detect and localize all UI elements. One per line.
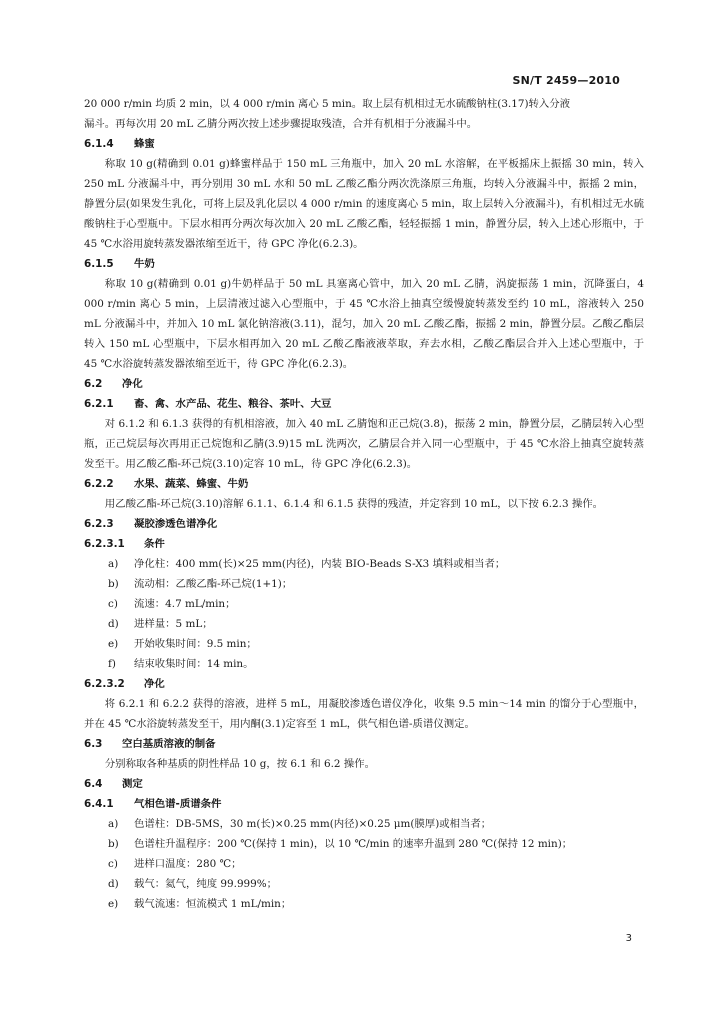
list-item-label: a)	[108, 558, 119, 570]
section-title: 气相色谱-质谱条件	[134, 798, 222, 810]
list-item-text: 净化柱：400 mm(长)×25 mm(内径)，内装 BIO-Beads S-X3 填料或相当者；	[134, 558, 506, 570]
list-item	[84, 594, 644, 614]
section-paragraph: 称取 10 g(精确到 0.01 g)牛奶样品于 50 mL 具塞离心管中，加入 20 mL 乙腈，涡旋振荡 1 min，沉降蛋白，4 000 r/min 离心 5 min，上层清液过滤入心型瓶中，于 45 ℃水浴上抽真空缓慢旋转蒸发至约 10 mL，溶液转入 250 mL 分液漏斗中，并加入 10 mL 氯化钠溶液(3.11)，混匀，加入 20 mL 乙酸乙酯，振摇 2 min，静置分层。乙酸乙酯层转入 150 mL 心型瓶中，下层水相再加入 20 mL 乙酸乙酯液液萃取，弃去水相，乙酸乙酯层合并入上述心型瓶中，于 45 ℃水浴旋转蒸发器浓缩至近干，待 GPC 净化(6.2.3)。	[84, 278, 644, 370]
section-paragraph: 用乙酸乙酯-环己烷(3.10)溶解 6.1.1、6.1.4 和 6.1.5 获得的残渣，并定容到 10 mL，以下按 6.2.3 操作。	[104, 498, 604, 510]
list-item-label: d)	[108, 878, 119, 890]
list-item-label: c)	[108, 858, 118, 870]
list-item-label: d)	[108, 618, 119, 630]
list-item-text: 开始收集时间：9.5 min；	[134, 638, 257, 650]
list-item-text: 流动相：乙酸乙酯-环己烷(1+1)；	[134, 578, 293, 590]
section-title: 水果、蔬菜、蜂蜜、牛奶	[134, 478, 249, 490]
section-title: 牛奶	[134, 258, 155, 270]
section-title: 蜂蜜	[134, 138, 155, 150]
list-item	[84, 634, 644, 654]
section-heading	[84, 514, 644, 534]
section-number: 6.4	[84, 778, 103, 790]
section-heading	[84, 394, 644, 414]
list-item-text: 进样量：5 mL；	[134, 618, 213, 630]
section-number: 6.1.4	[84, 138, 114, 150]
list-item-text: 载气流速：恒流模式 1 mL/min；	[134, 898, 292, 910]
section-title: 条件	[144, 538, 165, 550]
section-heading	[84, 534, 644, 554]
list-item-label: e)	[108, 638, 119, 650]
standard-code: SN/T 2459—2010	[512, 74, 620, 87]
section-number: 6.2.1	[84, 398, 114, 410]
list-item-label: b)	[108, 578, 119, 590]
list-item-text: 结束收集时间：14 min。	[134, 658, 254, 670]
section-number: 6.2.3.1	[84, 538, 125, 550]
list-item	[84, 554, 644, 574]
list-item-text: 色谱柱：DB-5MS，30 m(长)×0.25 mm(内径)×0.25 μm(膜厚)或相当者；	[134, 818, 492, 830]
list-item-label: f)	[108, 658, 116, 670]
list-item-label: c)	[108, 598, 118, 610]
list-item-label: a)	[108, 818, 119, 830]
paragraph-line: 漏斗。再每次用 20 mL 乙腈分两次按上述步骤提取残渣，合并有机相于分液漏斗中。	[84, 118, 478, 130]
section-paragraph: 分别称取各种基质的阴性样品 10 g，按 6.1 和 6.2 操作。	[104, 758, 375, 770]
list-item-label: e)	[108, 898, 119, 910]
section-number: 6.4.1	[84, 798, 114, 810]
section-title: 凝胶渗透色谱净化	[134, 518, 218, 530]
section-paragraph: 称取 10 g(精确到 0.01 g)蜂蜜样品于 150 mL 三角瓶中，加入 20 mL 水溶解，在平板摇床上振摇 30 min，转入 250 mL 分液漏斗中，再分别用 30 mL 水和 50 mL 乙酸乙酯分两次洗涤原三角瓶，均转入分液漏斗中，振摇 2 min，静置分层(如果发生乳化，可将上层及乳化层以 4 000 r/min 的速度离心 5 min，取上层转入分液漏斗)，有机相过无水硫酸钠柱于心型瓶中。下层水相再分两次每次加入 20 mL 乙酸乙酯，轻轻振摇 1 min，静置分层，转入上述心形瓶中，于 45 ℃水浴用旋转蒸发器浓缩至近干，待 GPC 净化(6.2.3)。	[84, 158, 644, 250]
section-paragraph: 将 6.2.1 和 6.2.2 获得的溶液，进样 5 mL，用凝胶渗透色谱仪净化，收集 9.5 min～14 min 的馏分于心型瓶中，并在 45 ℃水浴旋转蒸发至干，用内酮(3.1)定容至 1 mL，供气相色谱-质谱仪测定。	[84, 698, 644, 730]
section-heading	[84, 794, 644, 814]
section-number: 6.1.5	[84, 258, 114, 270]
section-title: 测定	[122, 778, 143, 790]
section-heading	[84, 774, 644, 794]
list-item	[84, 834, 644, 854]
section-number: 6.2.3	[84, 518, 114, 530]
list-item	[84, 814, 644, 834]
section-heading	[84, 674, 644, 694]
list-item	[84, 874, 644, 894]
section-heading	[84, 254, 644, 274]
list-item	[84, 614, 644, 634]
section-heading	[84, 734, 644, 754]
section-title: 畜、禽、水产品、花生、粮谷、茶叶、大豆	[134, 398, 332, 410]
list-item-text: 载气：氦气，纯度 99.999%；	[134, 878, 278, 890]
list-item-text: 色谱柱升温程序：200 ℃(保持 1 min)，以 10 ℃/min 的速率升温到 280 ℃(保持 12 min)；	[134, 838, 573, 850]
section-heading	[84, 474, 644, 494]
list-item	[84, 654, 644, 674]
page-number: 3	[625, 933, 632, 944]
paragraph-line: 20 000 r/min 均质 2 min，以 4 000 r/min 离心 5 min。取上层有机相过无水硫酸钠柱(3.17)转入分液	[84, 98, 571, 110]
list-item-text: 流速：4.7 mL/min；	[134, 598, 236, 610]
section-title: 净化	[144, 678, 165, 690]
section-heading	[84, 134, 644, 154]
section-paragraph: 对 6.1.2 和 6.1.3 获得的有机相溶液，加入 40 mL 乙腈饱和正己烷(3.8)，振荡 2 min，静置分层，乙腈层转入心型瓶，正己烷层每次再用正己烷饱和乙腈(3.9)15 mL 洗两次，乙腈层合并入同一心型瓶中，于 45 ℃水浴上抽真空旋转蒸发至干。用乙酸乙酯-环己烷(3.10)定容 10 mL，待 GPC 净化(6.2.3)。	[84, 418, 644, 470]
section-heading	[84, 374, 644, 394]
list-item	[84, 854, 644, 874]
section-number: 6.2.3.2	[84, 678, 125, 690]
document-body	[84, 94, 644, 914]
section-title: 空白基质溶液的制备	[122, 738, 216, 750]
section-number: 6.2	[84, 378, 103, 390]
list-item-label: b)	[108, 838, 119, 850]
section-number: 6.2.2	[84, 478, 114, 490]
list-item-text: 进样口温度：280 ℃；	[134, 858, 242, 870]
section-number: 6.3	[84, 738, 103, 750]
list-item	[84, 894, 644, 914]
list-item	[84, 574, 644, 594]
section-title: 净化	[122, 378, 143, 390]
